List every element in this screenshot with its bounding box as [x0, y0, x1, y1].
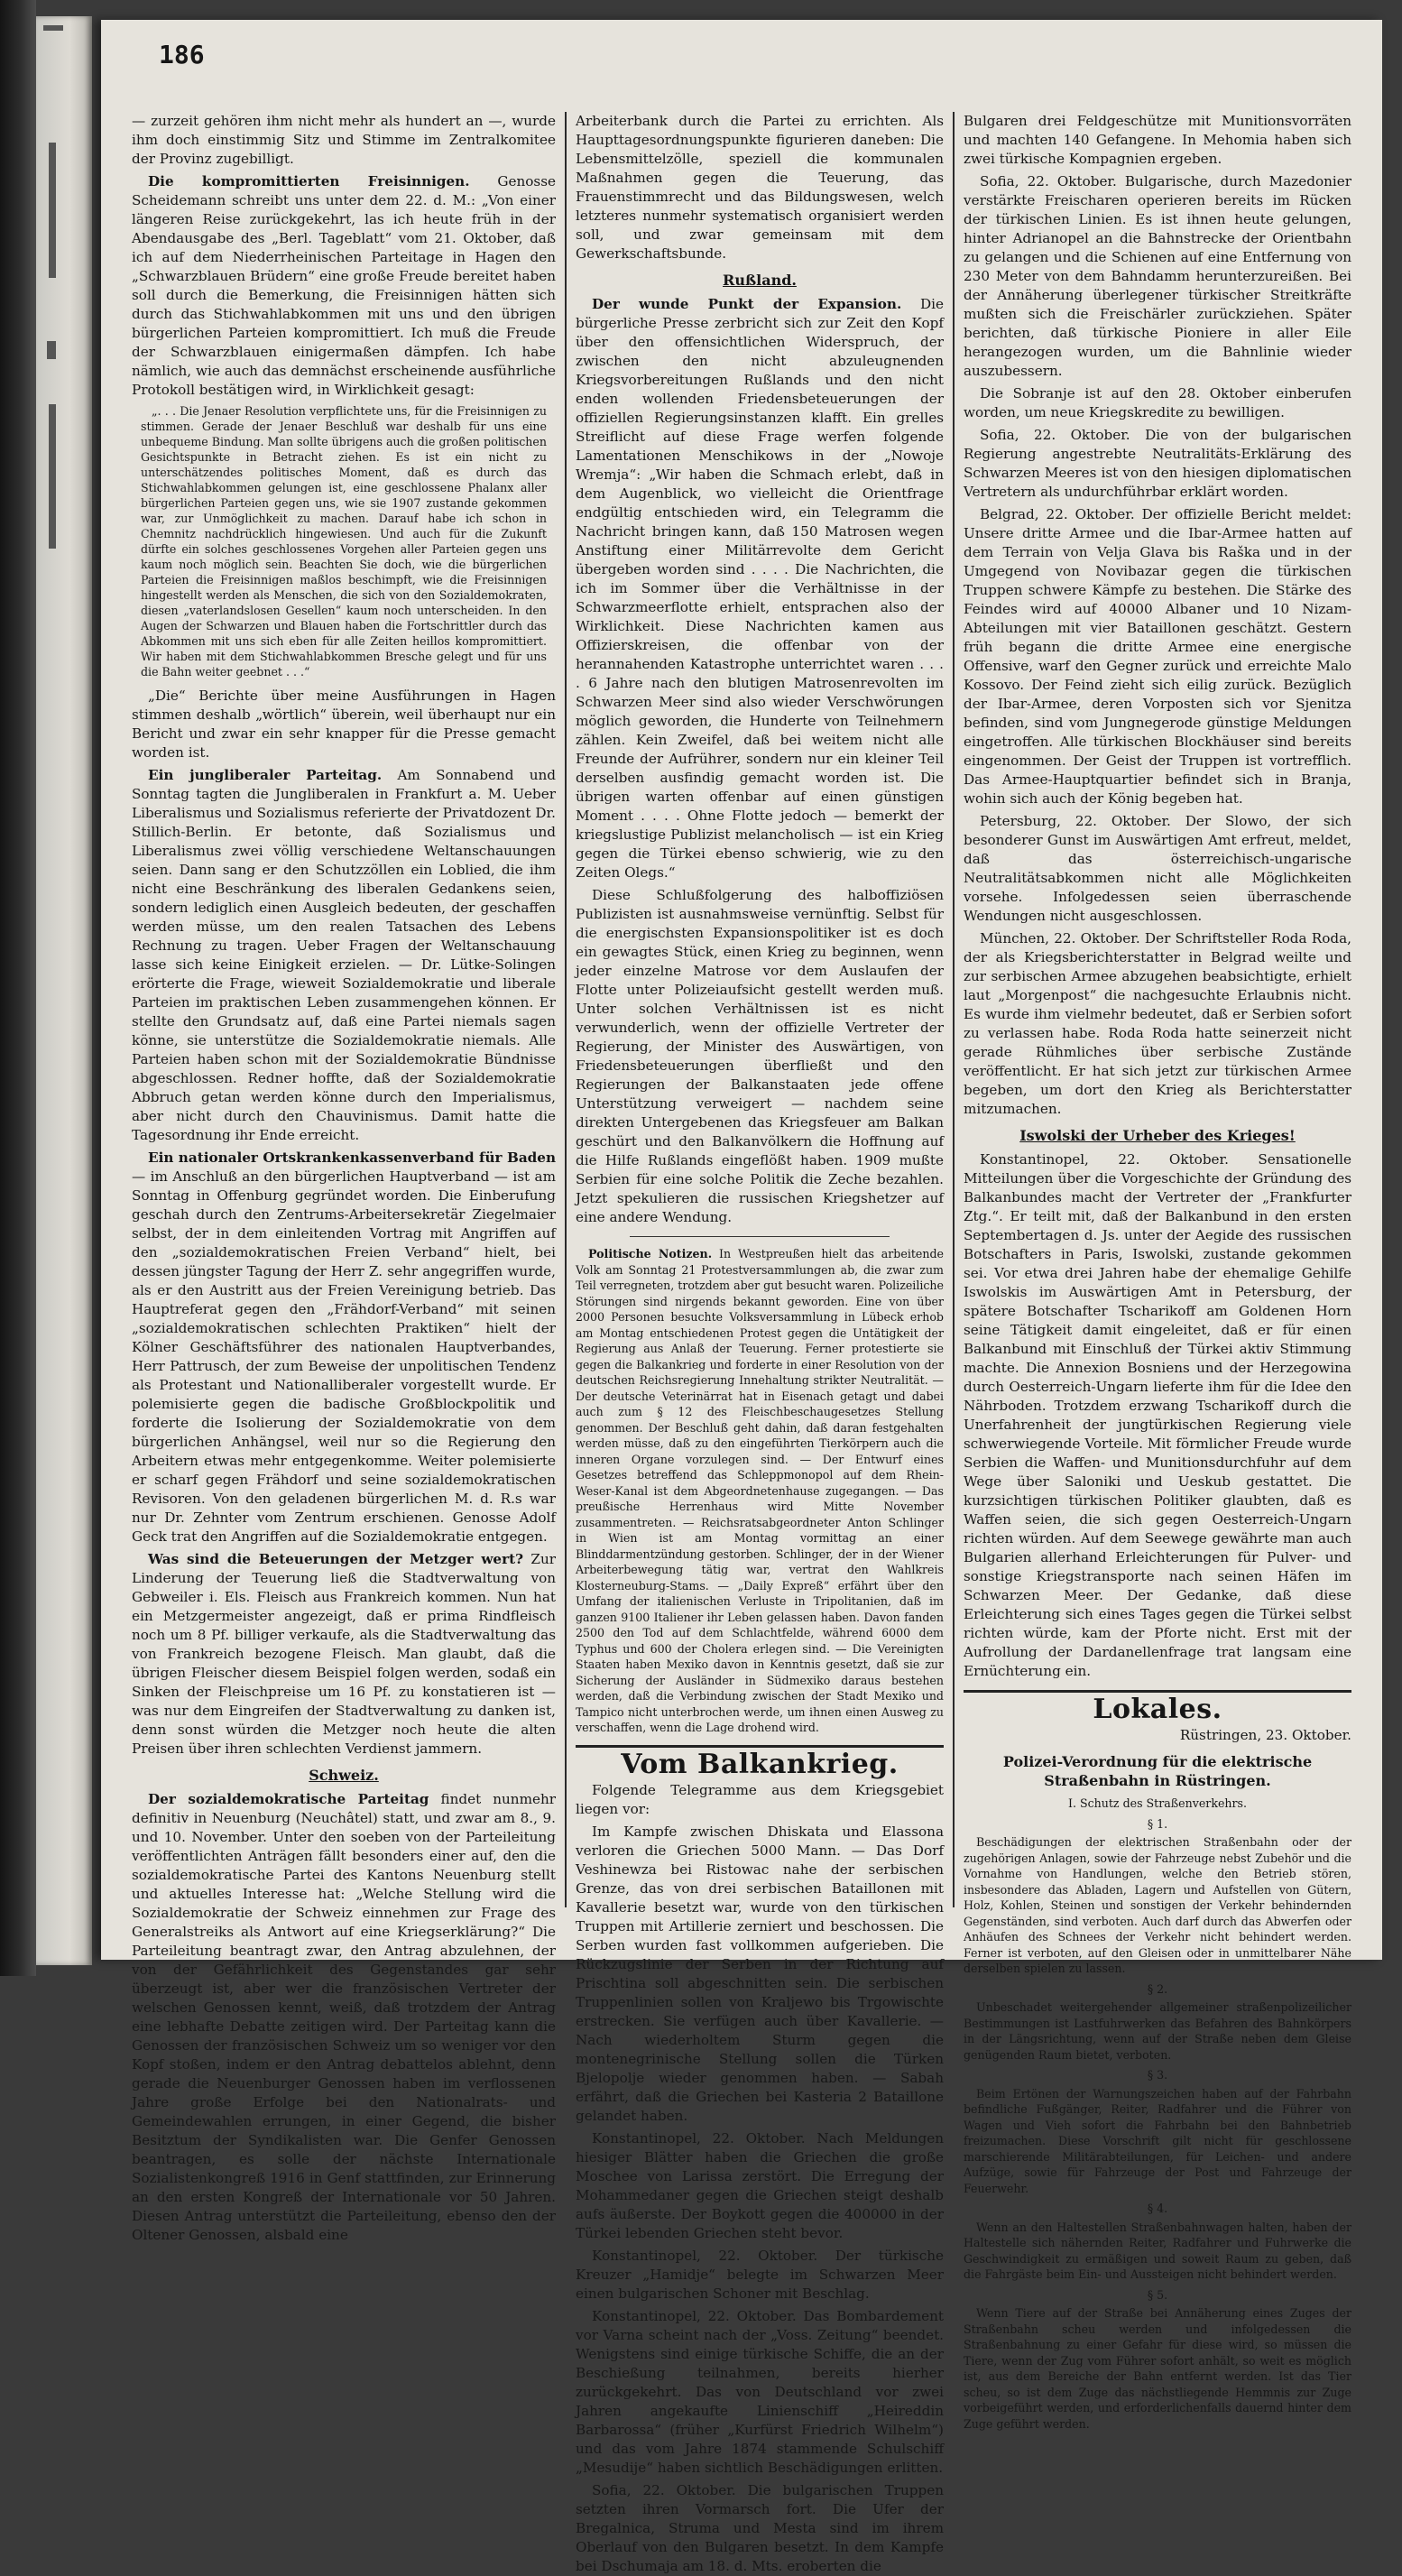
article-text: — im Anschluß an den bürgerlichen Hauptverband — ist am Sonntag in Offenburg gegründet worden. Die Einberufung geschah durch den Zentrums-Arbeitersekretär Ziegelmaier selbst, der in dem einleitenden Vortrag mit Angriffen auf den „sozialdemokratischen Freien Verband“ hielt, bei dessen jüngster Tagung der Herr Z. sehr angegriffen wurde, als er den Austritt aus der Freien Vereinigung betrieb. Das Hauptreferat gegen den „Frähdorf-Verband“ mit seinen „sozialdemokratischen schlechten Praktiken“ hielt der Kölner Geschäftsführer des nationalen Hauptverbandes, Herr Pattrusch, der zum Beweise der unpolitischen Tendenz als Protestant und Nationalliberaler vorgestellt wurde. Er polemisierte gegen die badische Großblockpolitik und forderte die Isolierung der Sozialdemokratie von dem bürgerlichen Anhängsel, weil nur so die Regierung den Arbeitern etwas mehr entgegenkomme. Weiter polemisierte er scharf gegen Frähdorf und seine sozialdemokratischen Revisoren. Von den geladenen bürgerlichen M. d. R.s war nur Dr. Zehnter vom Zentrum erschienen. Genosse Adolf Geck trat den Angriffen auf die Sozialdemokratie entgegen. — [132, 1168, 556, 1545]
article-text: Sofia, 22. Oktober. Die von der bulgarischen Regierung angestrebte Neutralitäts-Erklärung des Schwarzen Meeres ist von den hiesigen diplomatischen Vertretern als undurchführbar erklärt worden. — [964, 427, 1351, 500]
article-text: Bulgaren drei Feldgeschütze mit Munitionsvorräten und machten 140 Gefangene. In Mehomia haben sich zwei türkische Kompagnien ergeben. — [964, 113, 1351, 167]
paragraph-number: § 2. — [1147, 1981, 1168, 1996]
notes-headline: Politische Notizen. — [588, 1247, 713, 1260]
newspaper-page — [101, 20, 1382, 2574]
column-3 — [964, 112, 1351, 2431]
article-paragraph — [132, 1790, 556, 2245]
article-headline: Die kompromittierten Freisinnigen. — [148, 173, 470, 189]
section-heading: Iswolski der Urheber des Krieges! — [1019, 1127, 1296, 1144]
paragraph-number: § 5. — [1147, 2287, 1168, 2302]
article-text: Die Sobranje ist auf den 28. Oktober einberufen worden, um neue Kriegskredite zu bewilligen. — [964, 385, 1351, 420]
article-text: Folgende Telegramme aus dem Kriegsgebiet liegen vor: — [576, 1781, 944, 1817]
article-text: Zur Linderung der Teuerung ließ die Stadtverwaltung von Gebweiler i. Els. Fleisch aus Frankreich kommen. Nun hat ein Metzgermeister angezeigt, daß er prima Rindfleisch noch um 8 Pf. billiger verkaufe, als die Stadtverwaltung das von Frankreich bezogene Fleisch. Man glaubt, daß die übrigen Fleischer diesem Beispiel folgen werden, sodaß ein Sinken der Fleischpreise um 16 Pf. zu konstatieren ist — was nur dem Eingreifen der Stadtverwaltung zu danken ist, denn sonst würden die Metzger noch heute die alten Preisen über ihren schlechten Verdienst jammern. — [132, 1551, 556, 1757]
paragraph-number: § 4. — [1147, 2202, 1168, 2215]
article-text: Arbeiterbank durch die Partei zu errichten. Als Haupttagesordnungspunkte figurieren daneben: Die Lebensmittelzölle, speziell die kommunalen Maßnahmen gegen die Teuerung, das Frauenstimmrecht und das Bildungswesen, welch letzteres nunmehr systematisch organisiert werden soll, und zwar gemeinsam mit dem Gewerkschaftsbunde. — [576, 113, 944, 262]
article-text: Belgrad, 22. Oktober. Der offizielle Bericht meldet: Unsere dritte Armee und die Ibar-Armee hatten auf dem Terrain von Velja Glava bis Raška und in der Umgegend von Novibazar gegen die türkischen Truppen schwere Kämpfe zu bestehen. Die Stärke des Feindes wird auf 40000 Albaner und 10 Nizam-Abteilungen mit vier Bataillonen geschätzt. Gestern früh begann die dritte Armee eine energische Offensive, warf den Gegner zurück und erreichte Malo Kossovo. Der Feind zieht sich eilig zurück. Bezüglich der Ibar-Armee, deren Vorposten sich vor Sjenitza befinden, sind vom Jungnegerode günstige Meldungen eingetroffen. Alle türkischen Blockhäuser sind bereits eingenommen. Der Geist der Truppen ist vortrefflich. Das Armee-Hauptquartier befindet sich in Branja, wohin sich auch der König begeben hat. — [964, 506, 1351, 807]
article-headline: Was sind die Beteuerungen der Metzger wert? — [148, 1551, 523, 1567]
paragraph-number: § 3. — [1147, 2068, 1168, 2082]
article-paragraph — [132, 766, 556, 1145]
article-paragraph — [132, 1550, 556, 1759]
section-heading: Schweiz. — [309, 1767, 379, 1784]
column-1 — [132, 112, 557, 2243]
article-text: Die bürgerliche Presse zerbricht sich zur Zeit den Kopf über den offensichtlichen Widerspruch, der zwischen den nicht abzuleugnenden Kriegsvorbereitungen Rußlands und den nicht enden wollenden Friedensbeteuerungen der offiziellen Regierungsinstanzen klafft. Ein grelles Streiflicht auf diese Frage werfen folgende Lamentationen Menschikows in der „Nowoje Wremja“: „Wir haben die Schmach erlebt, daß in dem Augenblick, wo vielleicht die Orientfrage endgültig entschieden wird, ein Telegramm die Nachricht bringen kann, daß 150 Matrosen wegen Anstiftung einer Militärrevolte dem Gericht übergeben worden sind . . . . Die Nachrichten, die ich im Sommer über die Verhältnisse in der Schwarzmeerflotte erhielt, entsprachen also der Wirklichkeit. Diese Nachrichten kamen aus Offizierskreisen, die offenbar von der herannahenden Katastrophe unterrichtet waren . . . . 6 Jahre nach den blutigen Matrosenrevolten im Schwarzen Meer sind also wieder Verschwörungen möglich geworden, die Hunderte von Teilnehmern zählen. Kein Zweifel, daß bei weitem nicht alle Freunde der Aufrührer, sondern nur ein kleiner Teil derselben ausfindig gemacht worden ist. Die übrigen warten offenbar auf einen günstigen Moment . . . . Ohne Flotte jedoch — bemerkt der kriegslustige Publizist melancholisch — ist ein Krieg gegen die Türkei ebenso schwierig, wie zu den Zeiten Olegs.“ — [576, 296, 945, 881]
ordinance-text: Unbeschadet weitergehender allgemeiner straßenpolizeilicher Bestimmungen ist Lastfuhrwerken das Befahren des Bahnkörpers in der Längsrichtung, wenn auf der Straße neben dem Gleise genügenden Raum bietet, verboten. — [964, 2000, 1351, 2062]
ordinance-text: Beschädigungen der elektrischen Straßenbahn oder der zugehörigen Anlagen, sowie der Fahrzeuge nebst Zubehör und die Vornahme von Handlungen, welche den Betrieb stören, insbesondere das Abladen, Lagern und Aufstellen von Gütern, Holz, Kohlen, Steinen und sonstigen der Verkehr behindernden Gegenständen, sind verboten. Auch darf durch das Abwerfen oder Anhäufen des Schnees der Verkehr nicht behindert werden. Ferner ist verboten, auf den Gleisen oder in unmittelbarer Nähe derselben spielen zu lassen. — [964, 1835, 1351, 1975]
ordinance-text: Beim Ertönen der Warnungszeichen haben auf der Fahrbahn befindliche Fußgänger, Reiter, Radfahrer und die Führer von Wagen und Vieh sofort die Fahrbahn bei den Bahnbetrieb freizumachen. Diese Vorschrift gilt nicht für geschlossene marschierende Militärabteilungen, für Leichen- und andere Aufzüge, sowie für Fahrzeuge der Post und Fahrzeuge der Feuerwehr. — [964, 2086, 1351, 2195]
article-text: Sofia, 22. Oktober. Die bulgarischen Truppen setzten ihren Vormarsch fort. Die Ufer der Bregalnica, Struma und Mesta sind im ihrem Oberlauf von den Bulgaren besetzt. In dem Kampfe bei Dschumaja am 18. d. Mts. eroberten die — [576, 2481, 944, 2574]
divider — [630, 1236, 890, 1237]
article-headline: Ein jungliberaler Parteitag. — [148, 767, 383, 783]
block-quote: „. . . Die Jenaer Resolution verpflichtete uns, für die Freisinnigen zu stimmen. Gerade der Jenaer Beschluß war deshalb für uns eine unbequeme Bindung. Man sollte übrigens auch die großen politischen Gesichtspunkte in Betracht ziehen. Es ist ein nicht zu unterschätzendes politisches Moment, daß es durch das Stichwahlabkommen gelungen ist, eine geschlossene Phalanx aller bürgerlichen Parteien gegen uns, wie sie 1907 zustande gekommen war, zur Unmöglichkeit zu machen. Darauf habe ich schon in Chemnitz nachdrücklich hingewiesen. Und auch für die Zukunft dürfte ein solches geschlossenes Vorgehen aller Parteien gegen uns kaum noch möglich sein. Beachten Sie doch, wie die bürgerlichen Parteien die Freisinnigen maßlos beschimpft, wie die Freisinnigen hingestellt werden als Menschen, die sich von den Sozialdemokraten, diesen „vaterlandslosen Gesellen“ kaum noch unterscheiden. In den Augen der Schwarzen und Blauen haben die Fortschrittler durch das Abkommen mit uns sich eben für alle Zeiten heillos kompromittiert. Wir haben mit dem Stichwahlabkommen Bresche gelegt und für uns die Bahn weiter geebnet . . .“ — [141, 404, 547, 679]
article-text: findet nunmehr definitiv in Neuenburg (Neuchâtel) statt, und zwar am 8., 9. und 10. November. Unter den soeben von der Parteileitung veröffentlichten Anträgen fällt besonders einer auf, den die sozialdemokratische Partei des Kantons Neuenburg stellt und aktuelles Interesse hat: „Welche Stellung wird die Sozialdemokratie der Schweiz einnehmen zur Frage des Generalstreiks als Antwort auf eine Kriegserklärung?“ Die Parteileitung beantragt zwar, den Antrag abzulehnen, der von der Gefährlichkeit des Gegenstandes gar sehr überzeugt ist, aber wer die französischen Vertreter der welschen Genossen kennt, weiß, daß trotzdem der Antrag eine lebhafte Debatte zeitigen wird. Der Parteitag kann die Genossen der französischen Schweiz um so weniger vor den Kopf stoßen, indem er den Antrag debattelos ablehnt, denn gerade die Neuenburger Genossen haben im verflossenen Jahre große Erfolge bei den Nationalrats- und Gemeindewahlen errungen, in einer Gegend, die bisher Besitztum der Syndikalisten war. Die Genfer Genossen beantragen, es solle der nächste Internationale Sozialistenkongreß 1916 in Genf stattfinden, zur Erinnerung an den ersten Kongreß der Internationale vor 50 Jahren. Diesen Antrag unterstützt die Parteileitung, ebenso den der Oltener Genossen, alsbald eine — [132, 1791, 557, 2243]
paragraph-number: § 1. — [1147, 1816, 1168, 1831]
article-text: — zurzeit gehören ihm nicht mehr als hundert an —, wurde ihm doch einstimmig Sitz und Stimme im Zentralkomitee der Provinz zugebilligt. — [132, 113, 556, 167]
ordinance-text: Wenn Tiere auf der Straße bei Annäherung eines Zuges der Straßenbahn scheu werden und infolgedessen die Straßenbahnung zu einer Gefahr für diese wird, so müssen die Tiere, wenn der Zug vom Führer sofort anhält, so weit es möglich ist, aus dem Bereiche der Bahn entfernt werden. Ist das Tier scheu, so ist dem Zuge das nächstliegende Hemmnis zur Zuge vorbeigeführt werden, und erforderlichenfalls dauernd hinter dem Zuge geführt werden. — [964, 2306, 1351, 2431]
column-2 — [576, 112, 945, 2574]
book-binding — [0, 0, 36, 1976]
dateline: Rüstringen, 23. Oktober. — [1179, 1727, 1351, 1743]
page-edge-strip — [36, 16, 92, 1965]
page-number: 186 — [159, 40, 205, 69]
article-text: Im Kampfe zwischen Dhiskata und Elassona verloren die Griechen 5000 Mann. — Das Dorf Veshinewza bei Ristowac nahe der serbischen Grenze, das von drei serbischen Bataillonen mit Kavallerie besetzt war, wurde von den türkischen Truppen mit Artillerie zerniert und beschossen. Die Serben wurden fast vollkommen aufgerieben. Die Rückzugslinie der Serben in der Richtung auf Prischtina soll abgeschnitten sein. Die serbischen Truppenlinien sollen von Kraljewo bis Trgowischte erstrecken. Sie verfügen auch über Kavallerie. — Nach wiederholtem Sturm gegen die montenegrinische Stellung sollen die Türken Bjelopolje wieder genommen haben. — Sabah erfährt, daß die Griechen bei Kasteria 2 Bataillone gelandet haben. — [576, 1823, 944, 2124]
article-text: Konstantinopel, 22. Oktober. Das Bombardement vor Varna scheint nach der „Voss. Zeitung“ beendet. Wenigstens sind einige türkische Schiffe, die an der Beschießung teilnahmen, bereits hierher zurückgekehrt. Das von Deutschland vor zwei Jahren angekaufte Linienschiff „Heireddin Barbarossa“ (früher „Kurfürst Friedrich Wilhelm“) und das vom Jahre 1874 stammende Schulschiff „Mesudije“ haben sichtlich Beschädigungen erlitten. — [576, 2307, 944, 2476]
article-text: Diese Schlußfolgerung des halboffiziösen Publizisten ist ausnahmsweise vernünftig. Selbst für die energischsten Expansionspolitiker ist es doch ein gewagtes Stück, einen Krieg zu beginnen, wenn jeder einzelne Matrose vor dem Auslaufen der Flotte unter Polizeiaufsicht gestellt werden muß. Unter solchen Verhältnissen ist es nicht verwunderlich, wenn der offizielle Vertreter der Regierung, der Minister des Auswärtigen, von Friedensbeteuerungen überfließt und den Regierungen der Balkanstaaten jede offene Unterstützung verweigert — nachdem seine direkten Untergebenen das Kriegsfeuer am Balkan geschürt und den Balkanvölkern die Hoffnung auf die Hilfe Rußlands eingeflößt haben. 1909 mußte Serbien für eine solche Politik die Zeche bezahlen. Jetzt spekulieren die russischen Kriegshetzer auf eine andere Wendung. — [576, 887, 944, 1225]
article-text: Genosse Scheidemann schreibt uns unter dem 22. d. M.: „Von einer längeren Reise zurückgekehrt, las ich heute früh in der Abendausgabe des „Berl. Tageblatt“ vom 21. Oktober, daß ich auf dem Niederrheinischen Parteitage in Hagen den „Schwarzblauen Brüdern“ eine große Freude bereitet haben soll durch die Bemerkung, die Freisinnigen hätten sich durch das Stichwahlabkommen mit uns und den übrigen bürgerlichen Parteien kompromittiert. Ich muß die Freude der Schwarzblauen einigermaßen dämpfen. Ich habe nämlich, wie auch das demnächst erscheinende ausführliche Protokoll bestätigen wird, in Wirklichkeit gesagt: — [132, 173, 556, 398]
article-paragraph — [132, 1149, 556, 1547]
column-rule-1 — [565, 112, 567, 1907]
section-heading-large: Lokales. — [964, 1690, 1351, 1719]
article-text: Am Sonnabend und Sonntag tagten die Jungliberalen in Frankfurt a. M. Ueber Liberalismus und Sozialismus referierte der Privatdozent Dr. Stillich-Berlin. Er betonte, daß Sozialismus und Liberalismus zwei völlig verschiedene Weltanschauungen seien. Dann sang er den Schutzzöllen ein Loblied, die ihm nicht eine Beschränkung des liberalen Gedankens seien, sondern lediglich einen Ausgleich bedeuten, der geschaffen werden müsse, um den realen Tatsachen des Lebens Rechnung zu tragen. Ueber Fragen der Weltanschauung lasse sich keine Einigkeit erzielen. — Dr. Lütke-Solingen erörterte die Frage, wieweit Sozialdemokratie und liberale Parteien im praktischen Leben zusammengehen können. Er stellte den Grundsatz auf, daß eine Partei niemals sagen könne, sie unterstütze die Sozialdemokratie niemals. Alle Parteien haben schon mit der Sozialdemokratie Bündnisse abgeschlossen. Redner hoffte, daß der Sozialdemokratie Abbruch getan werden könne durch den Imperialismus, aber nicht durch den Chauvinismus. Damit hatte die Tagesordnung ihr Ende erreicht. — [132, 767, 556, 1143]
article-text: München, 22. Oktober. Der Schriftsteller Roda Roda, der als Kriegsberichterstatter in Belgrad weilte und zur serbischen Armee abzugehen beabsichtigte, erhielt laut „Morgenpost“ die nachgesuchte Erlaubnis nicht. Es wurde ihm vielmehr bedeutet, daß er Serbien sofort zu verlassen habe. Roda Roda hatte seinerzeit nicht gerade Rühmliches über serbische Zustände veröffentlicht. Er hat sich jetzt zur türkischen Armee begeben, um dort den Krieg als Berichterstatter mitzumachen. — [964, 930, 1351, 1117]
political-notes — [576, 1246, 944, 1736]
article-headline: Ein nationaler Ortskrankenkassenverband für Baden — [148, 1150, 556, 1166]
article-paragraph — [132, 172, 556, 400]
article-paragraph — [576, 295, 944, 882]
article-text: Konstantinopel, 22. Oktober. Der türkische Kreuzer „Hamidje“ belegte im Schwarzen Meer einen bulgarischen Schoner mit Beschlag. — [576, 2247, 944, 2302]
article-headline: Der sozialdemokratische Parteitag — [148, 1791, 429, 1807]
article-text: Konstantinopel, 22. Oktober. Sensationelle Mitteilungen über die Vorgeschichte der Gründung des Balkanbundes macht der Vertreter der „Frankfurter Ztg.“. Er teilt mit, daß der Balkanbund in den ersten Septembertagen d. Js. unter der Aegide des russischen Botschafters in Paris, Iswolski, zustande gekommen sei. Vor etwa drei Jahren habe der ehemalige Gehilfe Iswolskis im Auswärtigen Amt in Petersburg, der spätere Botschafter Tscharikoff am Goldenen Horn seine Tätigkeit damit eingeleitet, daß er für einen Balkanbund mit Einschluß der Türkei aktiv Stimmung machte. Die Annexion Bosniens und der Herzegowina durch Oesterreich-Ungarn lieferte ihm für die Idee den Nährboden. Trotzdem erzwang Tscharikoff durch die Unerfahrenheit der jungtürkischen Regierung viele schwerwiegende Vorteile. Mit förmlicher Freude wurde Serbien die Waffen- und Munitionsdurchfuhr auf dem Wege über Saloniki und Ueskub gestattet. Die kurzsichtigen türkischen Politiker glaubten, daß es Waffen seien, die sich gegen Oesterreich-Ungarn richten würden. Auf dem Seewege gewährte man auch Bulgarien allerhand Erleichterungen für Pulver- und sonstige Kriegstransporte nach seinen Häfen im Schwarzen Meer. Der Gedanke, daß diese Erleichterung sich eines Tages gegen die Türkei selbst richten würde, kam der Pforte nicht. Erst mit der Aufrollung der Dardanellenfrage trat langsam eine Ernüchterung ein. — [964, 1151, 1351, 1679]
column-rule-2 — [953, 112, 955, 1907]
section-heading-large: Vom Balkankrieg. — [576, 1745, 944, 1774]
article-text: Petersburg, 22. Oktober. Der Slowo, der sich besonderer Gunst im Auswärtigen Amt erfreut, meldet, daß das österreichisch-ungarische Neutralitätsabkommen nicht alle Möglichkeiten vorsehe. Infolgedessen seien überraschende Wendungen nicht ausgeschlossen. — [964, 813, 1351, 924]
ordinance-title: Polizei-Verordnung für die elektrische Straßenbahn in Rüstringen. — [1002, 1753, 1313, 1789]
section-heading: Rußland. — [723, 272, 797, 289]
ordinance-body — [964, 1796, 1351, 2432]
notes-paragraph — [576, 1246, 944, 1736]
ordinance-section-title: I. Schutz des Straßenverkehrs. — [1067, 1796, 1248, 1810]
article-text: Konstantinopel, 22. Oktober. Nach Meldungen hiesiger Blätter haben die Griechen die große Moschee von Larissa zerstört. Die Erregung der Mohammedaner gegen die Griechen steigt deshalb aufs äußerste. Der Boykott gegen die 400000 in der Türkei lebenden Griechen steht bevor. — [576, 2129, 944, 2241]
article-headline: Der wunde Punkt der Expansion. — [592, 296, 902, 312]
article-text: Sofia, 22. Oktober. Bulgarische, durch Mazedonier verstärkte Freischaren operieren bereits im Rücken der türkischen Linien. Es ist ihnen heute gelungen, hinter Adrianopel an die Bahnstrecke der Orientbahn zu gelangen und die Schienen auf eine Entfernung von 230 Meter von dem Bahndamm herunterzureißen. Bei der Annäherung überlegener türkischer Streitkräfte mußten sich die Freischärler zurückziehen. Später berichten, daß türkische Pioniere in aller Eile herangezogen wurden, um die Bahnlinie wieder auszubessern. — [964, 173, 1351, 379]
ordinance-text: Wenn an den Haltestellen Straßenbahnwagen halten, haben der Haltestelle sich nähernden Reiter, Radfahrer und Fuhrwerke die Geschwindigkeit zu ermäßigen und soweit Raum zu geben, daß die Fahrgäste beim Ein- und Aussteigen nicht behindert werden. — [964, 2220, 1351, 2281]
notes-text: In Westpreußen hielt das arbeitende Volk am Sonntag 21 Protestversammlungen ab, die zwar zum Teil verregneten, trotzdem aber gut besucht waren. Polizeiliche Störungen sind nirgends bekannt geworden. Eine von über 2000 Personen besuchte Volksversammlung in Lübeck erhob am Montag entschiedenen Protest gegen die Untätigkeit der Regierung aus Anlaß der Teuerung. Ferner protestierte sie gegen die Balkankrieg und forderte in einer Resolution von der deutschen Reichsregierung Innehaltung strikter Neutralität. — Der deutsche Veterinärrat hat in Eisenach getagt und dabei auch zum § 12 des Fleischbeschaugesetzes Stellung genommen. Der Beschluß geht dahin, daß daran festgehalten werden müsse, daß zu den eingeführten Tierkörpern auch die inneren Organe vorzulegen sind. — Der Entwurf eines Gesetzes betreffend das Schleppmonopol auf dem Rhein-Weser-Kanal ist dem Abgeordnetenhause zugegangen. — Das preußische Herrenhaus wird Mitte November zusammentreten. — Reichsratsabgeordneter Anton Schlinger in Wien ist am Montag vormittag an einer Blinddarmentzündung gestorben. Schlinger, der in der Wiener Arbeiterbewegung tätig war, vertrat den Wahlkreis Klosterneuburg-Stams. — „Daily Expreß“ erfährt über den Umfang der italienischen Verluste in Tripolitanien, daß im ganzen 9100 Italiener ihr Leben gelassen haben. Davon fanden 2500 den Tod auf dem Schlachtfelde, während 6000 dem Typhus und 600 der Cholera erlegen sind. — Die Vereinigten Staaten haben Mexiko davon in Kenntnis gesetzt, daß sie zur Sicherung der Ausländer in Südmexiko daraus bestehen werden, daß die Verbindung zwischen der Stadt Mexiko und Tampico nicht unterbrochen werde, um ihnen einen Ausweg zu verschaffen, wenn die Lage drohend wird. — [576, 1247, 944, 1734]
article-text: „Die“ Berichte über meine Ausführungen in Hagen stimmen deshalb „wörtlich“ überein, weil überhaupt nur ein Bericht und zwar ein sehr knapper für die Presse gemacht worden ist. — [132, 688, 556, 761]
